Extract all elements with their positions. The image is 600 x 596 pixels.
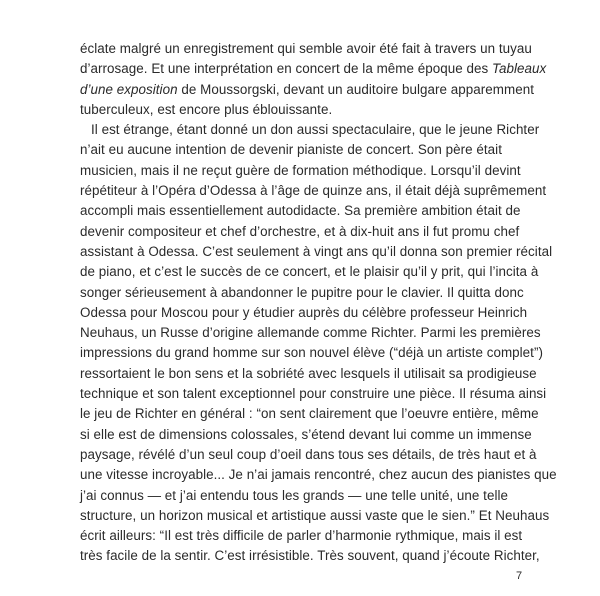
- text-line: Odessa pour Moscou pour y étudier auprès du célèbre professeur Heinrich: [80, 304, 528, 320]
- text-line: accompli mais essentiellement autodidacte. Sa première ambition était de: [80, 203, 521, 219]
- text-line: le jeu de Richter en général : “on sent clairement que l’oeuvre entière, même: [80, 406, 539, 422]
- text-line: technique et son talent exceptionnel pour construire une pièce. Il résuma ainsi: [80, 386, 547, 402]
- book-title: d’une exposition: [80, 81, 178, 97]
- text-line: structure, un horizon musical et artistique aussi vaste que le sien.” Et Neuhaus: [80, 507, 550, 523]
- text-line: musicien, mais il ne reçut guère de formation méthodique. Lorsqu’il devint: [80, 162, 521, 178]
- text-line: écrit ailleurs: “Il est très difficile de parler d’harmonie rythmique, mais il est: [80, 528, 523, 544]
- text-line: n’ait eu aucune intention de devenir pianiste de concert. Son père était: [80, 142, 502, 158]
- text-line: d’arrosage. Et une interprétation en concert de la même époque des Tableaux: [80, 61, 547, 77]
- text-line: Il est étrange, étant donné un don aussi spectaculaire, que le jeune Richter: [91, 122, 540, 138]
- text-line: impressions du grand homme sur son nouvel élève (“déjà un artiste complet”): [80, 345, 543, 361]
- text-line: d’une exposition de Moussorgski, devant un auditoire bulgare apparemment: [80, 81, 534, 97]
- text-line: Neuhaus, un Russe d’origine allemande comme Richter. Parmi les premières: [80, 325, 541, 341]
- book-title: Tableaux: [492, 61, 547, 77]
- text-line: ressortaient le bon sens et la sobriété avec lesquels il utilisait sa prodigieuse: [80, 365, 537, 381]
- text-line: devenir compositeur et chef d’orchestre, et à dix-huit ans il fut promu chef: [80, 223, 520, 239]
- text-line: songer sérieusement à abandonner le pupitre pour le clavier. Il quitta donc: [80, 284, 524, 300]
- text-line: une vitesse incroyable... Je n’ai jamais rencontré, chez aucun des pianistes que: [80, 467, 557, 483]
- text-line: éclate malgré un enregistrement qui semble avoir été fait à travers un tuyau: [80, 41, 532, 56]
- text-line: si elle est de dimensions colossales, s’étend devant lui comme un immense: [80, 426, 532, 442]
- body-text: [80, 39, 557, 567]
- text-line: très facile de la sentir. C’est irrésistible. Très souvent, quand j’écoute Richter,: [80, 548, 540, 564]
- text-line: répétiteur à l’Opéra d’Odessa à l’âge de quinze ans, il était déjà suprêmement: [80, 183, 547, 199]
- text-line: assistant à Odessa. C’est seulement à vingt ans qu’il donna son premier récital: [80, 243, 553, 259]
- text-line: paysage, révélé d’un seul coup d’oeil dans tous ses détails, de très haut et à: [80, 446, 537, 462]
- text-line: j’ai connus — et j’ai entendu tous les grands — une telle unité, une telle: [80, 487, 509, 503]
- page-number: 7: [516, 570, 523, 582]
- text-line: de piano, et c’est le succès de ce concert, et le plaisir qu’il y prit, qui l’incita à: [80, 264, 539, 280]
- text-line: tuberculeux, est encore plus éblouissante.: [80, 101, 333, 117]
